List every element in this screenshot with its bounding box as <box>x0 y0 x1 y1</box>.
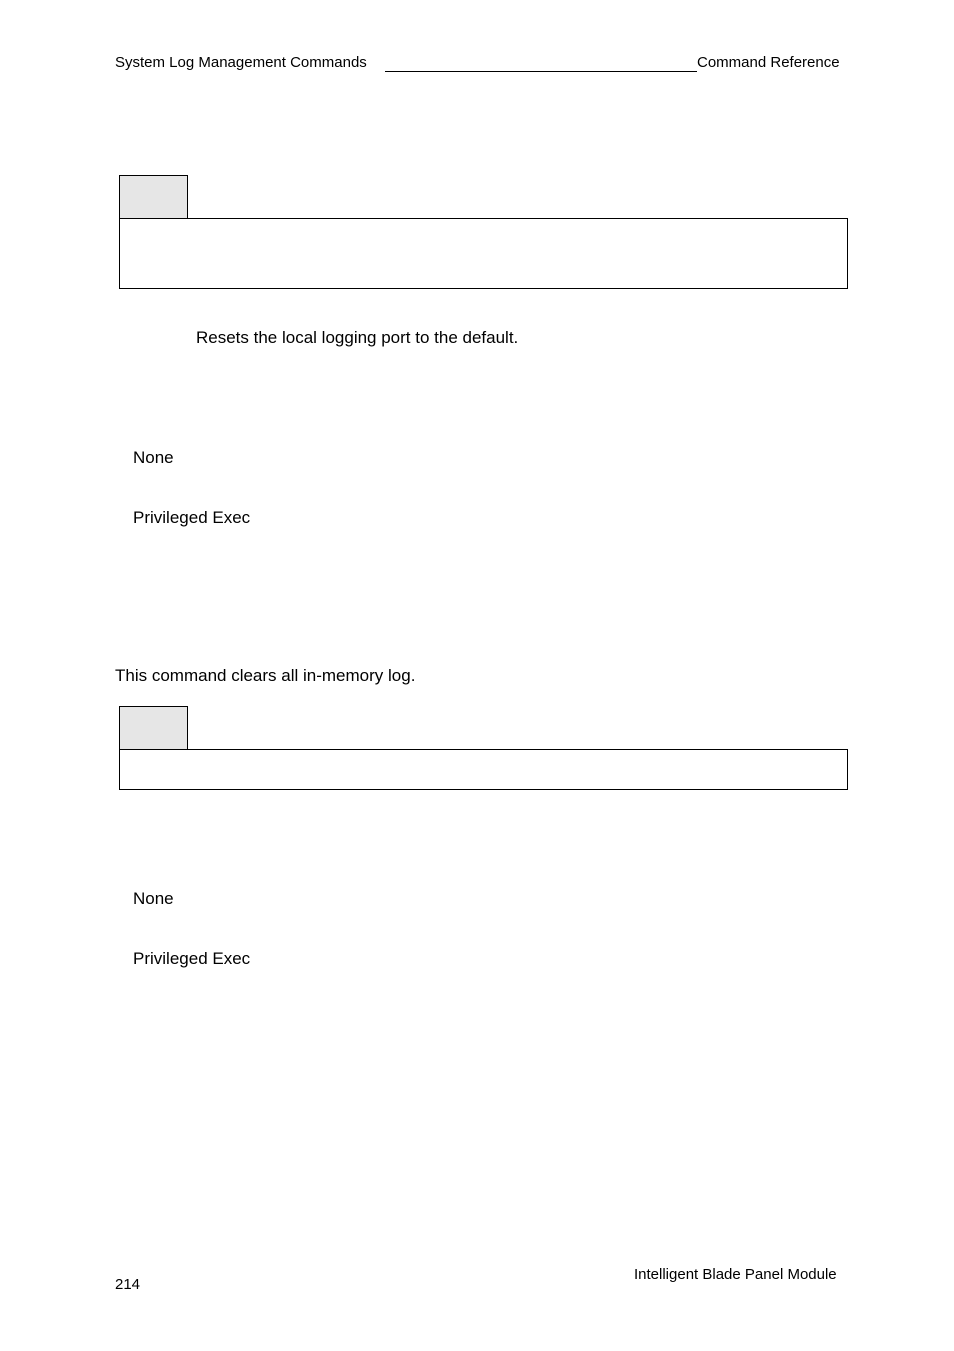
header-right-title: Command Reference <box>697 54 840 71</box>
default-value-2: None <box>133 889 174 908</box>
command-mode-1: Privileged Exec <box>133 508 251 527</box>
header-left-title: System Log Management Commands <box>115 54 367 71</box>
syntax-box-2 <box>119 749 848 790</box>
command-mode-2: Privileged Exec <box>133 949 251 968</box>
command-intro-2: This command clears all in-memory log. <box>115 666 416 685</box>
footer-product-name: Intelligent Blade Panel Module <box>634 1266 837 1283</box>
syntax-box-1 <box>119 218 848 289</box>
header-rule <box>385 71 697 72</box>
command-description-1: Resets the local logging port to the default. <box>196 328 519 347</box>
syntax-tab-2 <box>119 706 188 750</box>
default-value-1: None <box>133 448 174 467</box>
page-number: 214 <box>115 1276 141 1293</box>
syntax-tab-1 <box>119 175 188 219</box>
